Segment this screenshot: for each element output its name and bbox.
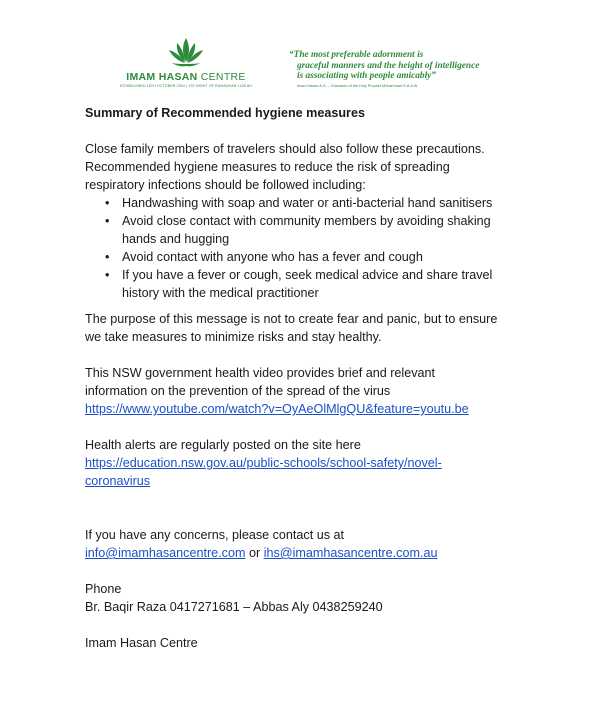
text-line: history with the medical practitioner — [122, 286, 319, 300]
list-item — [85, 266, 555, 302]
text-line: If you have a fever or cough, seek medical advice and share travel — [122, 268, 493, 282]
quote-line: graceful manners and the height of intelligence — [297, 60, 480, 71]
text-line: Close family members of travelers should also follow these precautions. — [85, 142, 485, 156]
video-paragraph — [85, 364, 555, 418]
quote-line: “The most preferable adornment is — [289, 50, 424, 60]
header-quote — [289, 50, 539, 89]
logo-wordmark-light: CENTRE — [197, 71, 246, 83]
hygiene-measures-list — [85, 194, 555, 302]
logo-wordmark — [116, 71, 256, 83]
page-title: Summary of Recommended hygiene measures — [85, 106, 365, 120]
phone-section — [85, 580, 555, 616]
logo-wordmark-bold: IMAM HASAN — [126, 71, 198, 83]
bullet-icon: • — [105, 268, 110, 282]
ihs-email-link[interactable]: ihs@imamhasancentre.com.au — [263, 546, 438, 560]
quote-attribution: Imam Hasan A.S. – Grandson of the Holy Prophet Muhammad S.A.A.W — [297, 83, 418, 88]
letterhead — [0, 0, 600, 100]
imam-hasan-centre-logo — [116, 36, 256, 98]
text-line: If you have any concerns, please contact us at — [85, 528, 345, 542]
text-line: Health alerts are regularly posted on the site here — [85, 438, 361, 452]
health-alerts-link[interactable]: https://education.nsw.gov.au/public-schools/school-safety/novel- — [85, 456, 442, 470]
phone-numbers: Br. Baqir Raza 0417271681 – Abbas Aly 0438259240 — [85, 600, 383, 614]
text-line: information on the prevention of the spread of the virus — [85, 384, 391, 398]
text-line: Avoid contact with anyone who has a fever and cough — [122, 250, 423, 264]
text-line: hands and hugging — [122, 232, 230, 246]
bullet-icon: • — [105, 250, 110, 264]
text-line: The purpose of this message is not to create fear and panic, but to ensure — [85, 312, 498, 326]
text-line: respiratory infections should be followed including: — [85, 178, 366, 192]
health-alerts-link-continued[interactable]: coronavirus — [85, 474, 151, 488]
list-item — [85, 248, 555, 266]
contact-paragraph — [85, 526, 555, 562]
logo-tagline: ESTABLISHED 16TH OCTOBER 2004 | 1ST NIGHT OF RAMADHAN 1425 AH — [120, 84, 252, 88]
signature: Imam Hasan Centre — [85, 636, 198, 650]
document-body — [85, 104, 555, 652]
text-line: Recommended hygiene measures to reduce the risk of spreading — [85, 160, 450, 174]
list-item — [85, 212, 555, 248]
bullet-icon: • — [105, 196, 110, 210]
list-item — [85, 194, 555, 212]
quote-line: is associating with people amicably” — [297, 71, 436, 81]
text-line: Handwashing with soap and water or anti-bacterial hand sanitisers — [122, 196, 493, 210]
text-line: Avoid close contact with community members by avoiding shaking — [122, 214, 491, 228]
youtube-video-link[interactable]: https://www.youtube.com/watch?v=OyAeOlMlgQU&feature=youtu.be — [85, 402, 469, 416]
lotus-icon — [166, 36, 206, 70]
info-email-link[interactable]: info@imamhasancentre.com — [85, 546, 246, 560]
health-alerts-paragraph — [85, 436, 555, 490]
bullet-icon: • — [105, 214, 110, 228]
or-text: or — [245, 546, 264, 560]
phone-label: Phone — [85, 582, 122, 596]
text-line: we take measures to minimize risks and stay healthy. — [85, 330, 382, 344]
intro-paragraph — [85, 140, 555, 194]
text-line: This NSW government health video provides brief and relevant — [85, 366, 436, 380]
purpose-paragraph — [85, 310, 555, 346]
